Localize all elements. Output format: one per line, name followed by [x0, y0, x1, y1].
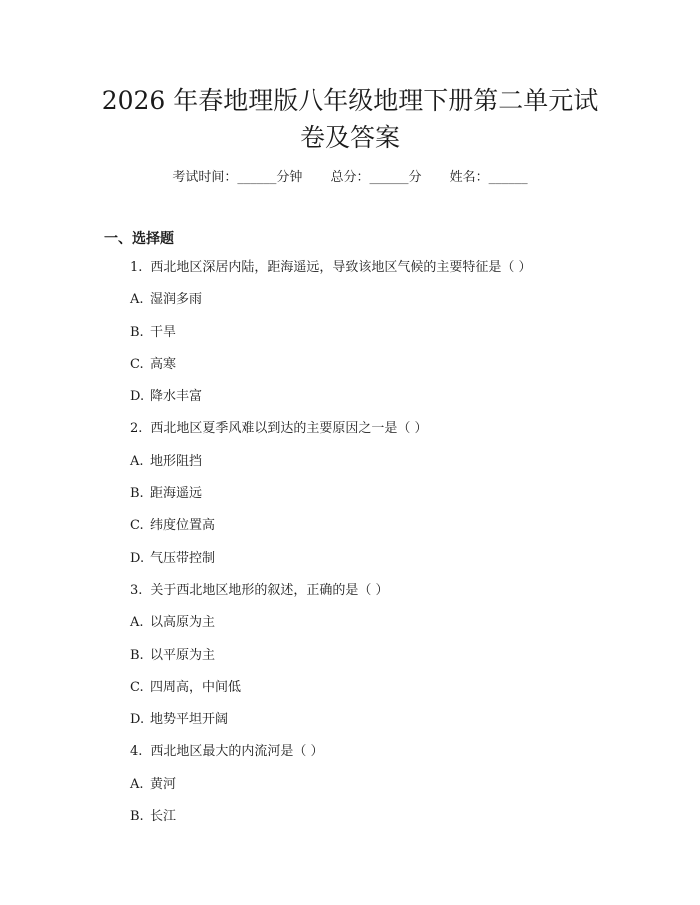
option-text: 长江: [150, 809, 177, 825]
answer-option: [130, 775, 650, 807]
question-stem: [130, 581, 650, 613]
question-text: 西北地区夏季风难以到达的主要原因之一是（ ）: [150, 421, 428, 437]
exam-title-line-1: 2026 年春地理版八年级地理下册第二单元试: [101, 86, 599, 115]
option-letter: A.: [130, 453, 144, 469]
option-text: 地势平坦开阔: [150, 712, 229, 728]
answer-option: [130, 549, 650, 581]
option-letter: A.: [130, 615, 144, 631]
option-letter: C.: [130, 356, 144, 372]
answer-option: [130, 387, 650, 419]
option-text: 地形阻挡: [150, 453, 203, 469]
option-text: 干旱: [150, 324, 177, 340]
option-letter: B.: [130, 486, 144, 502]
option-letter: D.: [130, 550, 145, 566]
option-text: 湿润多雨: [150, 292, 203, 308]
option-letter: B.: [130, 647, 144, 663]
option-letter: C.: [130, 518, 144, 534]
question-text: 关于西北地区地形的叙述，正确的是（ ）: [150, 582, 389, 598]
option-text: 降水丰富: [150, 389, 203, 405]
option-letter: A.: [130, 292, 144, 308]
option-letter: D.: [130, 389, 145, 405]
option-letter: D.: [130, 712, 145, 728]
option-text: 气压带控制: [150, 550, 216, 566]
exam-name-field: 姓名：______: [449, 170, 528, 185]
answer-option: [130, 355, 650, 387]
exam-title-line-2: 卷及答案: [299, 123, 400, 152]
option-text: 距海遥远: [150, 486, 203, 502]
question-number: 1.: [130, 260, 143, 275]
answer-option: [130, 613, 650, 645]
question-text: 西北地区最大的内流河是（ ）: [150, 744, 324, 760]
question-stem: [130, 742, 650, 774]
option-text: 高寒: [150, 356, 177, 372]
option-text: 纬度位置高: [150, 518, 216, 534]
answer-option: [130, 516, 650, 548]
answer-option: [130, 452, 650, 484]
option-letter: A.: [130, 776, 144, 792]
answer-option: [130, 678, 650, 710]
option-text: 四周高，中间低: [150, 679, 242, 695]
answer-option: [130, 807, 650, 839]
question-number: 4.: [130, 744, 143, 760]
answer-option: [130, 710, 650, 742]
exam-info-bar: [0, 168, 700, 188]
answer-option: [130, 323, 650, 355]
exam-time-field: 考试时间：______分钟: [172, 170, 303, 185]
answer-option: [130, 290, 650, 322]
question-number: 3.: [130, 582, 143, 598]
section-heading-multiple-choice: 一、选择题: [104, 231, 174, 247]
option-letter: B.: [130, 809, 144, 825]
question-text: 西北地区深居内陆，距海遥远，导致该地区气候的主要特征是（ ）: [150, 260, 532, 275]
answer-option: [130, 646, 650, 678]
question-list: [130, 258, 650, 839]
option-text: 黄河: [150, 776, 177, 792]
answer-option: [130, 484, 650, 516]
option-text: 以平原为主: [150, 647, 216, 663]
question-stem: [130, 419, 650, 451]
exam-score-field: 总分：______分: [330, 170, 422, 185]
option-letter: C.: [130, 679, 144, 695]
question-stem: [130, 258, 650, 290]
option-letter: B.: [130, 324, 144, 340]
question-number: 2.: [130, 421, 143, 437]
option-text: 以高原为主: [150, 615, 216, 631]
